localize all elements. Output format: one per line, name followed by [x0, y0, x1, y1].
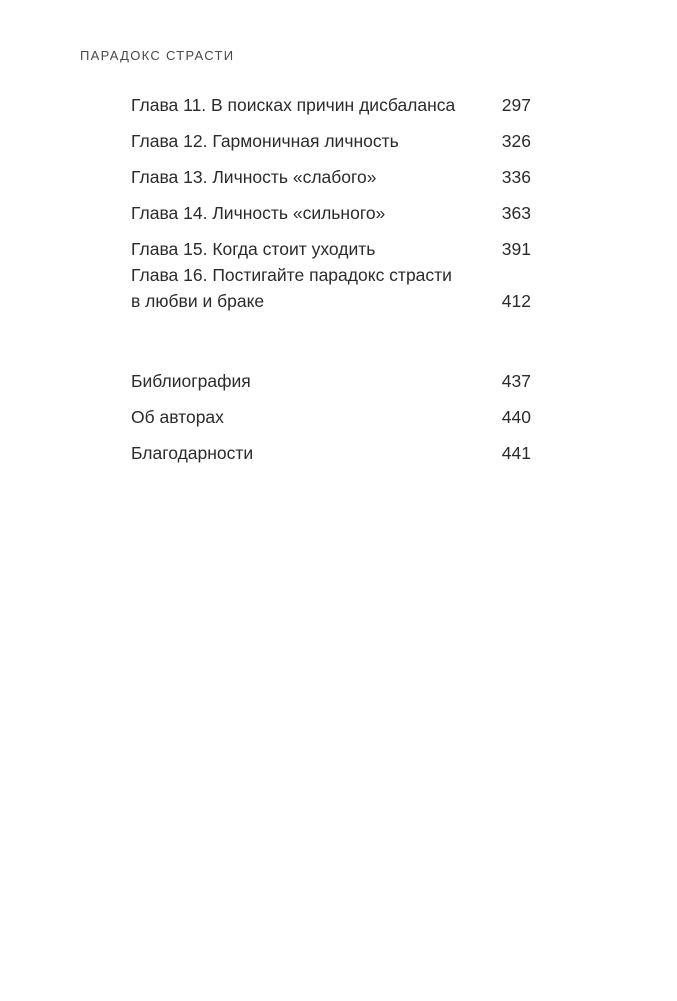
running-head: ПАРАДОКС СТРАСТИ [80, 48, 235, 63]
toc-entry-title: Глава 14. Личность «сильного» [131, 203, 386, 223]
toc-entry-title: Благодарности [131, 443, 254, 463]
toc-entry-page: 441 [501, 443, 531, 463]
toc-entry-chapter-15[interactable] [131, 226, 531, 262]
toc-entry-page: 336 [501, 167, 531, 187]
table-of-contents [131, 82, 531, 466]
toc-entry-acknowledgements[interactable] [131, 430, 531, 466]
toc-entry-chapter-16[interactable] [131, 262, 531, 314]
toc-entry-title: Библиография [131, 371, 251, 391]
toc-entry-page: 297 [501, 95, 531, 115]
toc-entry-title [131, 262, 452, 314]
toc-entry-page: 391 [501, 239, 531, 259]
toc-entry-title-line-2: в любви и браке [131, 291, 265, 311]
toc-entry-title: Глава 15. Когда стоит уходить [131, 239, 376, 259]
toc-entry-chapter-13[interactable] [131, 154, 531, 190]
toc-entry-page: 326 [501, 131, 531, 151]
toc-entry-chapter-14[interactable] [131, 190, 531, 226]
toc-entry-title: Глава 13. Личность «слабого» [131, 167, 377, 187]
toc-entry-title: Глава 12. Гармоничная личность [131, 131, 399, 151]
toc-entry-page: 363 [501, 203, 531, 223]
toc-entry-about-authors[interactable] [131, 394, 531, 430]
toc-entry-title: Глава 11. В поисках причин дисбаланса [131, 95, 456, 115]
section-gap [131, 322, 531, 358]
toc-entry-page: 412 [501, 291, 531, 311]
toc-entry-chapter-11[interactable] [131, 82, 531, 118]
toc-entry-bibliography[interactable] [131, 358, 531, 394]
toc-entry-chapter-12[interactable] [131, 118, 531, 154]
toc-entry-title-line-1: Глава 16. Постигайте парадокс страсти [131, 265, 452, 285]
toc-entry-page: 437 [501, 371, 531, 391]
toc-entry-page: 440 [501, 407, 531, 427]
toc-entry-title: Об авторах [131, 407, 224, 427]
